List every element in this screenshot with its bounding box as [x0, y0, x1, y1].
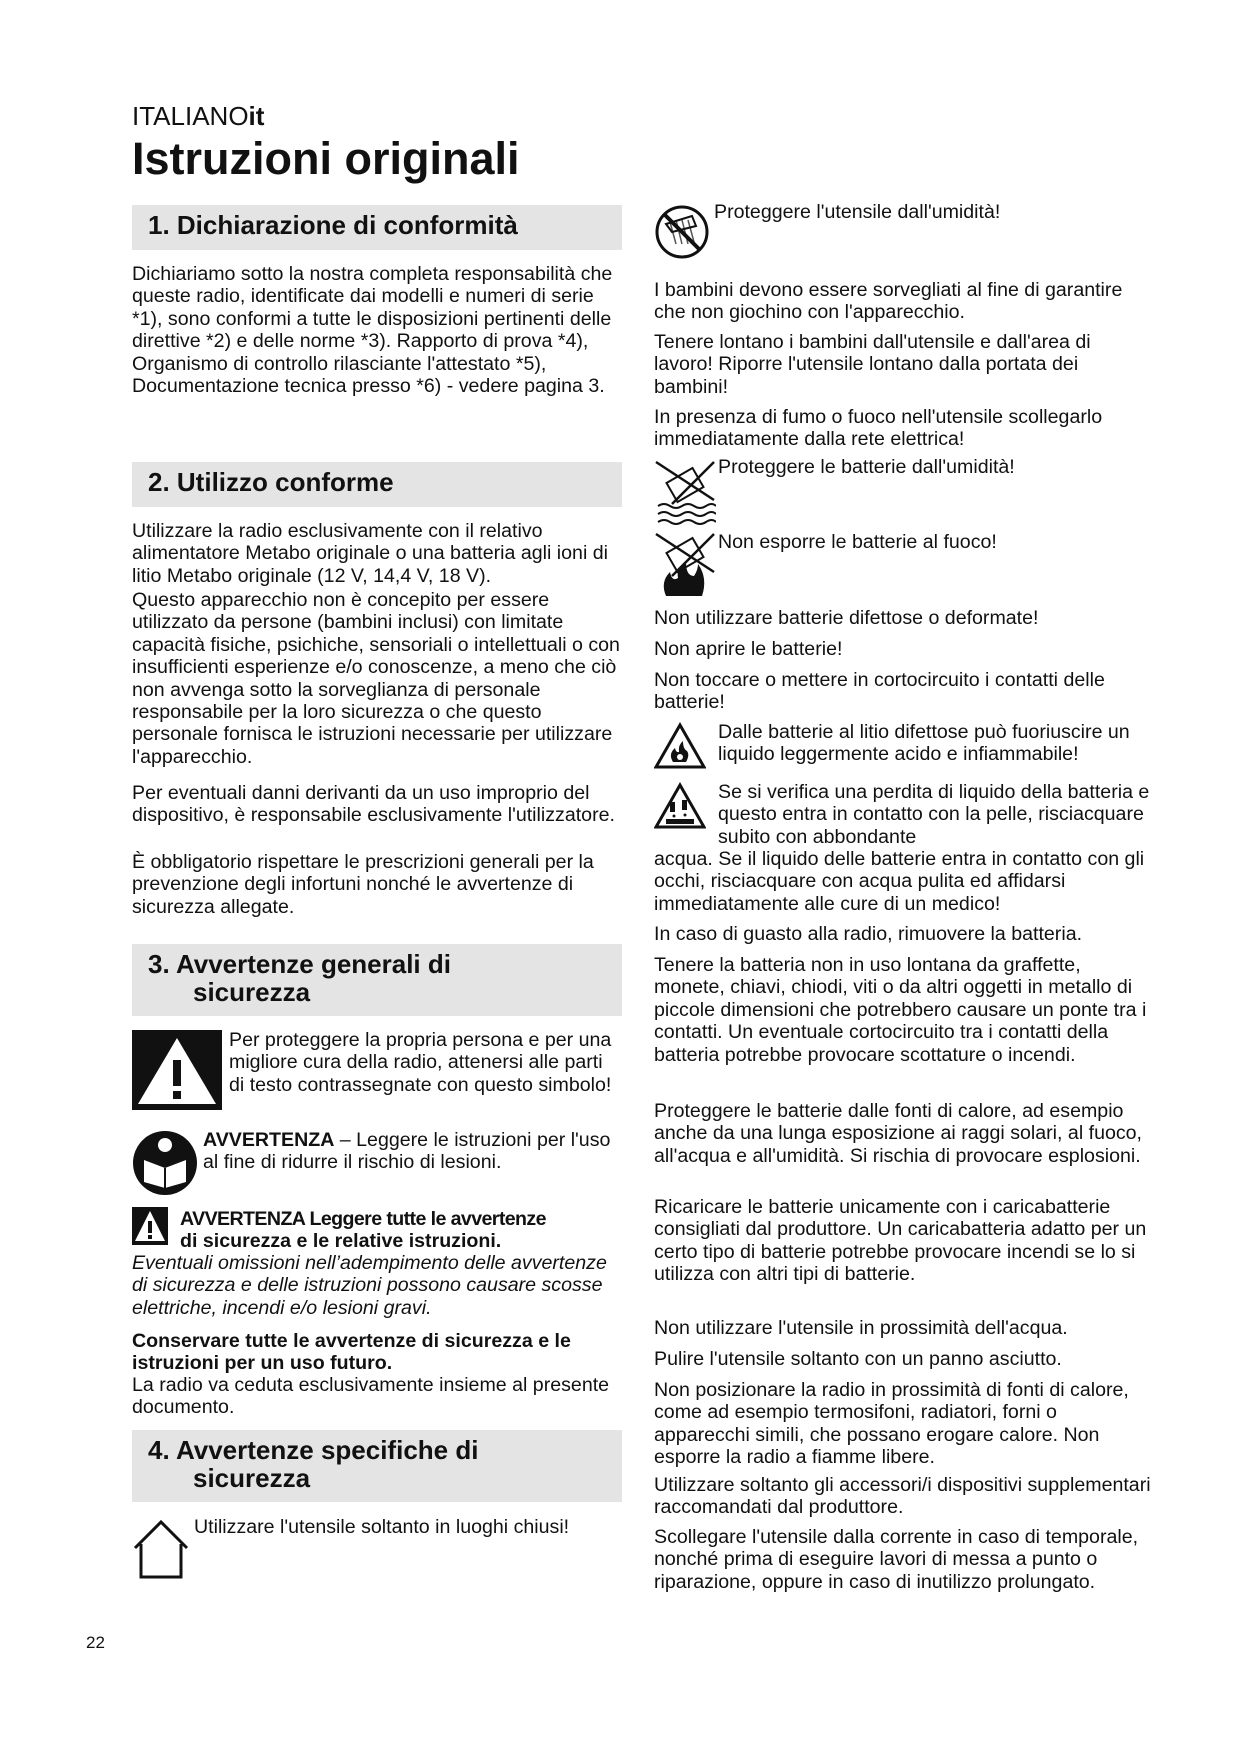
dry-cloth: Pulire l'utensile soltanto con un panno asciutto. [654, 1348, 1062, 1370]
conformity-text: Dichiariamo sotto la nostra completa responsabilità che queste radio, identificate dai modelli e numeri di serie *1), sono conformi a tutte le disposizioni pertinenti delle direttive *2) e delle norme *3). Rapporto di prova *4), Organismo di controllo rilasciante l'attestato *5), Documentazione tecnica presso *6) - vedere pagina 3. [132, 263, 613, 398]
no-rain-tool-icon [654, 204, 710, 260]
do-not-open: Non aprire le batterie! [654, 638, 843, 660]
intended-use-p1: Utilizzare la radio esclusivamente con il relativo alimentatore Metabo originale o una batteria agli ioni di litio Metabo originale (12 V, 14,4 V, 18 V). [132, 520, 608, 587]
short-circuit: Non toccare o mettere in cortocircuito i contatti delle batterie! [654, 669, 1105, 714]
section-heading-3: 3. Avvertenze generali di sicurezza [132, 944, 622, 1016]
intended-use-p2: Questo apparecchio non è concepito per essere utilizzato da persone (bambini inclusi) con limitate capacità fisiche, psichiche, sensoriali o intellettuali o con insufficienti esperienze e/o conoscenze, a meno che ciò non avvenga sotto la sorveglianza di personale responsabile per la loro sicurezza o che questo personale fornisca le istruzioni necessarie per utilizzare l'apparecchio. [132, 589, 620, 768]
language-code: it [248, 101, 265, 131]
intended-use-p3: Per eventuali danni derivanti da un uso improprio del dispositivo, è responsabile esclusivamente l'utilizzatore. [132, 782, 615, 827]
heat-placement: Non posizionare la radio in prossimità di fonti di calore, come ad esempio termosifoni, radiatori, forni o apparecchi simili, che possano erogare calore. Non esporre la radio a fiamme libere. [654, 1379, 1129, 1469]
battery-humidity-text: Proteggere le batterie dall'umidità! [718, 456, 1015, 478]
warning-triangle-icon [132, 1030, 222, 1110]
recharge: Ricaricare le batterie unicamente con i caricabatterie consigliati dal produttore. Un caricabatteria adatto per un certo tipo di batterie potrebbe provocare incendi se lo si utilizza con altri tipi di batterie. [654, 1196, 1147, 1286]
humidity-tool-text: Proteggere l'utensile dall'umidità! [714, 201, 1001, 223]
lithium-leak-text: Dalle batterie al litio difettose può fuoriuscire un liquido leggermente acido e infiammabile! [718, 721, 1130, 766]
unplug: Scollegare l'utensile dalla corrente in caso di temporale, nonché prima di eseguire lavori di messa a punto o riparazione, oppure in caso di inutilizzo prolungato. [654, 1526, 1139, 1593]
defective-batteries: Non utilizzare batterie difettose o deformate! [654, 607, 1039, 629]
warn-all-italic: Eventuali omissioni nell’adempimento delle avvertenze di sicurezza e delle istruzioni possono causare scosse elettriche, incendi e/o lesioni gravi. [132, 1252, 607, 1319]
conserve-text: La radio va ceduta esclusivamente insieme al presente documento. [132, 1374, 610, 1419]
warning-symbol-text: Per proteggere la propria persona e per una migliore cura della radio, attenersi alle parti di testo contrassegnate con questo simbolo! [229, 1029, 612, 1096]
section-heading-4: 4. Avvertenze specifiche di sicurezza [132, 1430, 622, 1502]
metal-objects: Tenere la batteria non in uso lontana da graffette, monete, chiavi, chiodi, viti o da altri oggetti in metallo di piccole dimensioni che potrebbero causare un ponte tra i contatti. Un eventuale cortocircuito tra i contatti della batteria potrebbe provocare scottature o incendi. [654, 954, 1147, 1066]
near-water: Non utilizzare l'utensile in prossimità dell'acqua. [654, 1317, 1068, 1339]
indoor-text: Utilizzare l'utensile soltanto in luoghi chiusi! [194, 1516, 570, 1538]
heat-sources: Proteggere le batterie dalle fonti di calore, ad esempio anche da una lunga esposizione ai raggi solari, al fuoco, all'acqua e all'umidità. Si rischia di provocare esplosioni. [654, 1100, 1142, 1167]
house-icon [132, 1518, 190, 1580]
flammable-warning-icon [654, 722, 706, 770]
remove-battery: In caso di guasto alla radio, rimuovere la batteria. [654, 923, 1083, 945]
battery-fire-text: Non esporre le batterie al fuoco! [718, 531, 997, 553]
small-warning-icon [132, 1207, 168, 1245]
language-header [132, 101, 264, 131]
section-heading-2: 2. Utilizzo conforme [132, 462, 622, 507]
accessories: Utilizzare soltanto gli accessori/i dispositivi supplementari raccomandati dal produttore. [654, 1474, 1151, 1519]
conserve-bold: Conservare tutte le avvertenze di sicurezza e le istruzioni per un uso futuro. [132, 1330, 571, 1375]
smoke-fire: In presenza di fumo o fuoco nell'utensile scollegarlo immediatamente dalla rete elettrica! [654, 406, 1103, 451]
warn-all-bold-a: AVVERTENZA Leggere tutte le avvertenze [180, 1208, 546, 1230]
leak-text-a: Se si verifica una perdita di liquido della batteria e questo entra in contatto con la pelle, risciacquare subito con abbondante [718, 781, 1150, 848]
no-water-battery-icon [654, 460, 716, 526]
language-label: ITALIANO [132, 101, 249, 131]
page-title: Istruzioni originali [132, 133, 520, 184]
intended-use-p4: È obbligatorio rispettare le prescrizioni generali per la prevenzione degli infortuni nonché le avvertenze di sicurezza allegate. [132, 851, 594, 918]
leak-text-b: acqua. Se il liquido delle batterie entra in contatto con gli occhi, risciacquare con acqua pulita ed affidarsi immediatamente alle cure di un medico! [654, 848, 1145, 915]
read-manual-icon [132, 1130, 198, 1196]
section-heading-1: 1. Dichiarazione di conformità [132, 205, 622, 250]
page-number: 22 [86, 1633, 105, 1652]
avvertenza-read-text: AVVERTENZA – Leggere le istruzioni per l'uso al fine di ridurre il rischio di lesioni. [203, 1129, 611, 1174]
no-fire-battery-icon [654, 532, 716, 598]
children-supervision: I bambini devono essere sorvegliati al fine di garantire che non giochino con l'apparecchio. [654, 279, 1123, 324]
corrosive-warning-icon [654, 782, 706, 830]
warn-all-bold-b: di sicurezza e le relative istruzioni. [180, 1230, 502, 1252]
children-away: Tenere lontano i bambini dall'utensile e dall'area di lavoro! Riporre l'utensile lontano dalla portata dei bambini! [654, 331, 1091, 398]
